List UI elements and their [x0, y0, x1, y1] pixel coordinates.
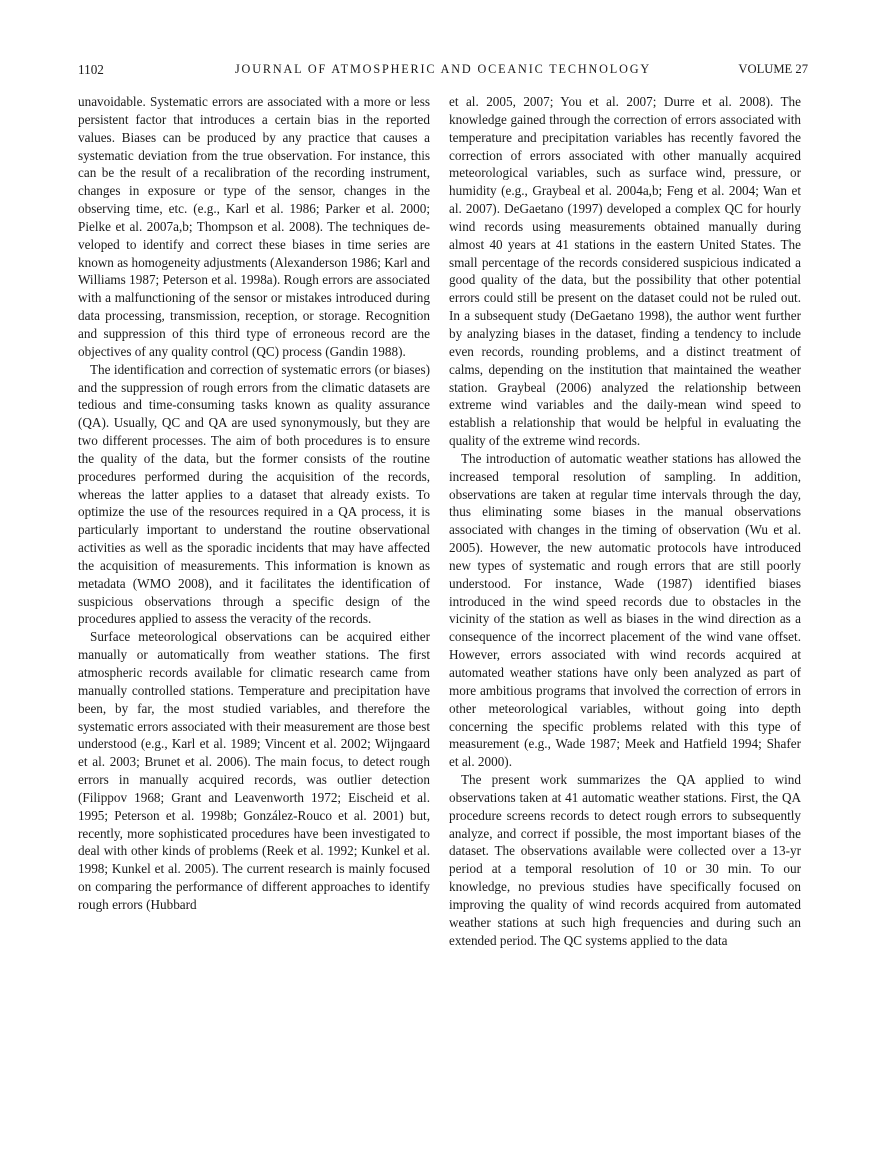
running-header: [78, 62, 808, 80]
page-number: 1102: [78, 62, 104, 77]
volume-label: VOLUME 27: [738, 62, 808, 76]
journal-title: JOURNAL OF ATMOSPHERIC AND OCEANIC TECHNOLOGY: [234, 62, 652, 76]
paragraph: The identification and correction of systematic errors (or biases) and the suppression of rough errors from the climatic datasets are tedious and time-consuming tasks known as quality assurance (QA). Usually, QC and QA are used synonymously, but they are two different processes. The aim of both procedures is to ensure the quality of the data, but the former consists of the routine procedures performed during the acquisition of the records, whereas the latter applies to a dataset that already exists. To optimize the use of the resources required in a QA process, it is particularly important to understand the routine observational activities as well as the sporadic incidents that may have affected the acquisition of measurements. This information is known as metadata (WMO 2008), and it facilitates the identification of suspicious observations through a specific design of the procedures applied to assess the veracity of the records.: [78, 361, 430, 627]
right-column: [449, 93, 801, 950]
paragraph: et al. 2005, 2007; You et al. 2007; Durre et al. 2008). The knowledge gained through the correction of errors associated with temperature and precipitation variables has recently favored the correction of errors associated with other manually acquired meteorological variables, such as surface wind, pressure, or humidity (e.g., Graybeal et al. 2004a,b; Feng et al. 2004; Wan et al. 2007). DeGaetano (1997) developed a complex QC for hourly wind records using measurements obtained manually during almost 40 years at 41 stations in the eastern United States. The small percentage of the records considered suspicious indicated a good quality of the data, but the possibility that other potential errors could still be present on the dataset could not be ruled out. In a subsequent study (DeGaetano 1998), the author went further by analyzing biases in the dataset, finding a tendency to include even records, rounding problems, and a distinct treatment of calms, depending on the institution that maintained the weather station. Graybeal (2006) analyzed the relationship between extreme wind variables and the daily-mean wind speed to establish a relationship that would be helpful in evaluating the quality of the extreme wind records.: [449, 94, 801, 449]
paragraph: Surface meteorological observations can be acquired either manually or automatically from weather stations. The first atmospheric records available for climatic research came from manually controlled stations. Temperature and precipitation have been, by far, the most studied variables, and therefore the systematic errors associated with their measurement are those best understood (e.g., Karl et al. 1989; Vincent et al. 2002; Wijngaard et al. 2003; Brunet et al. 2006). The main focus, to detect rough errors in manually acquired records, was outlier detection (Filippov 1968; Grant and Leavenworth 1972; Eischeid et al. 1995; Peterson et al. 1998b; González-Rouco et al. 2001) but, recently, more sophisticated procedures have been investigated to deal with other kinds of problems (Reek et al. 1992; Kunkel et al. 1998; Kunkel et al. 2005). The current research is mainly focused on comparing the performance of different approaches to identify rough errors (Hubbard: [78, 629, 430, 912]
paragraph: unavoidable. Systematic errors are associated with a more or less persistent factor that introduces a certain bias in the reported values. Biases can be produced by any practice that causes a systematic deviation from the true observation. For instance, this can be the result of a recalibration of the recording instrument, changes in exposure or type of the sensor, changes in the observing time, etc. (e.g., Karl et al. 1986; Parker et al. 2000; Pielke et al. 2007a,b; Thompson et al. 2008). The techniques developed to identify and correct these biases in time series are known as homogeneity adjustments (Alexanderson 1986; Karl and Williams 1987; Peterson et al. 1998a). Rough errors are associated with a malfunctioning of the sensor or mistakes introduced during data processing, transmission, reception, or storage. Recognition and suppression of this third type of erroneous record are the objectives of any quality control (QC) process (Gandin 1988).: [78, 94, 430, 359]
left-column: [78, 93, 430, 914]
paragraph: The introduction of automatic weather stations has allowed the increased temporal resolution of sampling. In addition, observations are taken at regular time intervals through the day, thus eliminating some biases in the manual observations associated with changes in the timing of observation (Wu et al. 2005). However, the new automatic protocols have introduced new types of systematic and rough errors that are still poorly understood. For instance, Wade (1987) identified biases introduced in the wind speed records due to obstacles in the vicinity of the station as well as biases in the wind direction as a consequence of the incorrect placement of the wind vane offset. However, errors associated with wind records acquired at automated weather stations have only been analyzed as part of more ambitious programs that involved the correction of errors in other meteorological variables, without going into depth concerning the specific problems related with this type of measurement (e.g., Wade 1987; Meek and Hatfield 1994; Shafer et al. 2000).: [449, 450, 801, 770]
paragraph: The present work summarizes the QA applied to wind observations taken at 41 automatic weather stations. First, the QA procedure screens records to detect rough errors to subsequently analyze, and correct if possible, the most important biases of the dataset. The observations available were collected over a 13-yr period at a temporal resolution of 10 or 30 min. To our knowledge, no previous studies have specifically focused on improving the quality of wind records acquired from automated weather stations at such high frequencies and during such an extended period. The QC systems applied to the data: [449, 772, 801, 948]
